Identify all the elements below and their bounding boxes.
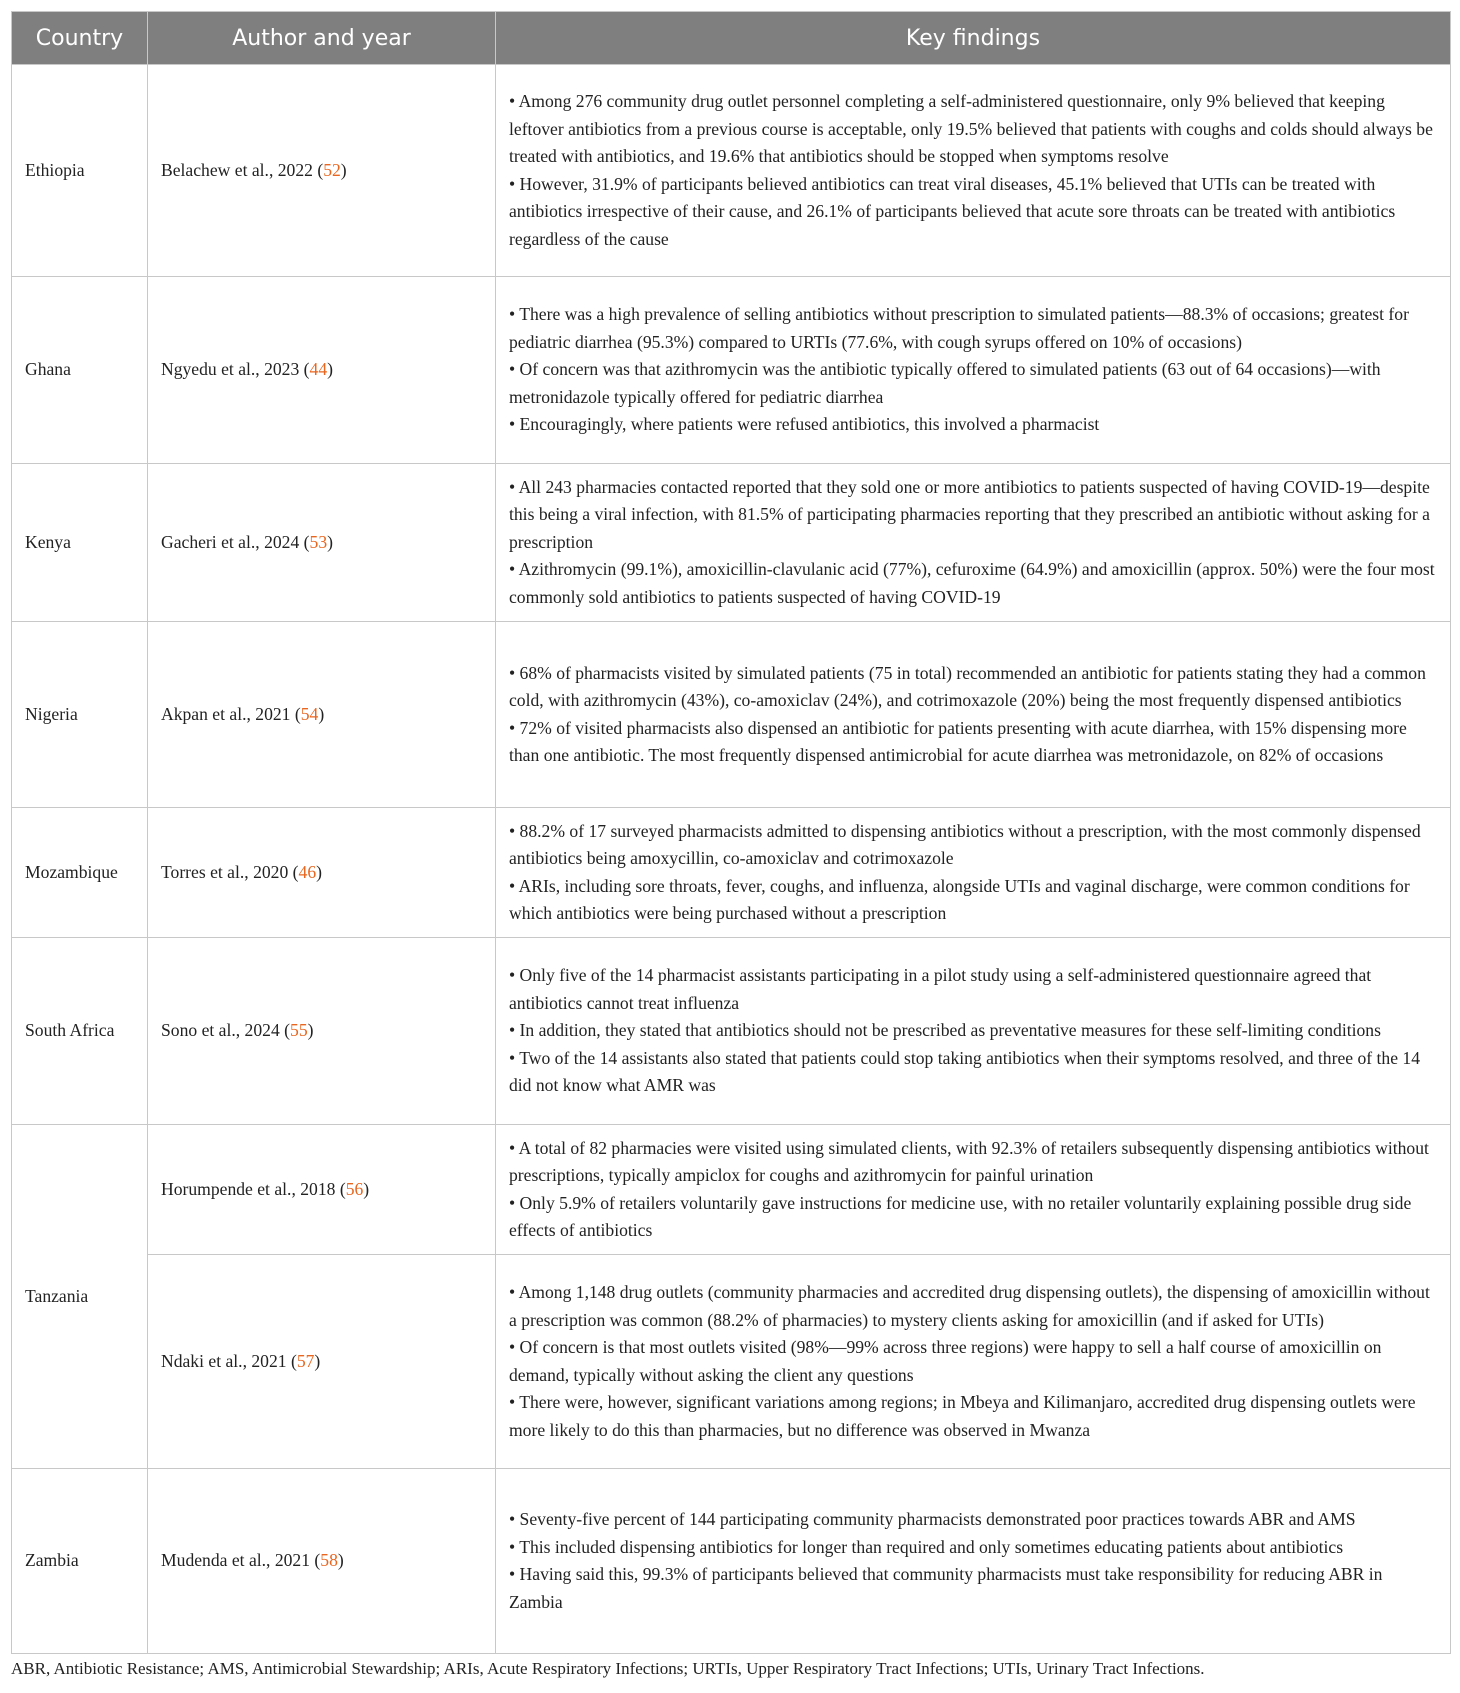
finding-bullet: • A total of 82 pharmacies were visited using simulated clients, with 92.3% of retailers subsequently dispensing antibiotics without prescriptions, typically ampiclox for coughs and azithromycin for painful urination bbox=[509, 1137, 1429, 1185]
reference-link[interactable]: 58 bbox=[320, 1550, 338, 1571]
finding-bullet: • Of concern is that most outlets visited (98%—99% across three regions) were happy to sell a half course of amoxicillin on demand, typically without asking the client any questions bbox=[509, 1337, 1382, 1385]
finding-bullet: • There were, however, significant variations among regions; in Mbeya and Kilimanjaro, accredited drug dispensing outlets were more likely to do this than pharmacies, but no difference was observed in Mwanza bbox=[509, 1392, 1416, 1440]
country-cell: South Africa bbox=[12, 938, 148, 1125]
author-text: Horumpende et al., 2018 ( bbox=[161, 1178, 346, 1199]
table-header-row bbox=[12, 12, 1451, 65]
finding-bullet: • All 243 pharmacies contacted reported that they sold one or more antibiotics to patients suspected of having COVID-19—despite this being a viral infection, with 81.5% of participating pharmacies reporting that they prescribed an antibiotic without asking for a prescription bbox=[509, 476, 1430, 552]
finding-bullet: • Among 1,148 drug outlets (community pharmacies and accredited drug dispensing outlets), the dispensing of amoxicillin without a prescription was common (88.2% of pharmacies) to mystery clients asking for amoxicillin (and if asked for UTIs) bbox=[509, 1282, 1430, 1330]
key-findings-cell bbox=[496, 1125, 1451, 1255]
finding-bullet: • Encouragingly, where patients were refused antibiotics, this involved a pharmacist bbox=[509, 414, 1100, 435]
table-row bbox=[12, 622, 1451, 808]
table-row bbox=[12, 808, 1451, 938]
header-country: Country bbox=[12, 12, 148, 65]
reference-link[interactable]: 55 bbox=[290, 1020, 308, 1041]
close-paren: ) bbox=[327, 359, 333, 380]
close-paren: ) bbox=[337, 1550, 344, 1571]
table-row bbox=[12, 938, 1451, 1125]
reference-link[interactable]: 54 bbox=[300, 703, 319, 724]
findings-table bbox=[11, 11, 1451, 1654]
close-paren: ) bbox=[363, 1178, 370, 1199]
finding-bullet: • ARIs, including sore throats, fever, coughs, and influenza, alongside UTIs and vaginal discharge, were common conditions for which antibiotics were being purchased without a prescription bbox=[509, 875, 1410, 923]
table-row bbox=[12, 277, 1451, 464]
author-year-cell bbox=[148, 1125, 496, 1255]
finding-bullet: • Only five of the 14 pharmacist assistants participating in a pilot study using a self-administered questionnaire agreed that antibiotics cannot treat influenza bbox=[509, 965, 1372, 1013]
country-cell: Nigeria bbox=[12, 622, 148, 808]
reference-link[interactable]: 57 bbox=[296, 1350, 315, 1371]
author-year-cell bbox=[148, 1469, 496, 1654]
finding-bullet: • Seventy-five percent of 144 participating community pharmacists demonstrated poor practices towards ABR and AMS bbox=[509, 1509, 1356, 1529]
table-row bbox=[12, 1469, 1451, 1654]
finding-bullet: • Among 276 community drug outlet personnel completing a self-administered questionnaire, only 9% believed that keeping leftover antibiotics from a previous course is acceptable, only 19.5% believed that patients with coughs and colds should always be treated with antibiotics, and 19.6% that antibiotics should be stopped when symptoms resolve bbox=[509, 91, 1433, 166]
key-findings-cell bbox=[496, 1469, 1451, 1654]
author-year-cell bbox=[148, 464, 496, 622]
table-footnote: ABR, Antibiotic Resistance; AMS, Antimicrobial Stewardship; ARIs, Acute Respiratory Infections; URTIs, Upper Respiratory Tract Infections; UTIs, Urinary Tract Infections. bbox=[11, 1659, 1205, 1678]
country-cell: Ethiopia bbox=[12, 65, 148, 277]
key-findings-cell bbox=[496, 808, 1451, 938]
table-row bbox=[12, 65, 1451, 277]
key-findings-cell bbox=[496, 65, 1451, 277]
close-paren: ) bbox=[307, 1020, 314, 1041]
country-cell: Mozambique bbox=[12, 808, 148, 938]
country-cell: Zambia bbox=[12, 1469, 148, 1654]
finding-bullet: • Having said this, 99.3% of participants believed that community pharmacists must take responsibility for reducing ABR in Zambia bbox=[509, 1564, 1383, 1612]
reference-link[interactable]: 46 bbox=[298, 861, 317, 882]
finding-bullet: • 72% of visited pharmacists also dispensed an antibiotic for patients presenting with acute diarrhea, with 15% dispensing more than one antibiotic. The most frequently dispensed antimicrobial for acute diarrhea was metronidazole, on 82% of occasions bbox=[509, 717, 1407, 765]
key-findings-cell bbox=[496, 464, 1451, 622]
country-cell: Ghana bbox=[12, 277, 148, 464]
finding-bullet: • Only 5.9% of retailers voluntarily gave instructions for medicine use, with no retailer voluntarily explaining possible drug side effects of antibiotics bbox=[509, 1192, 1412, 1240]
reference-link[interactable]: 52 bbox=[323, 159, 341, 180]
table-row bbox=[12, 1255, 1451, 1469]
author-text: Akpan et al., 2021 ( bbox=[161, 703, 301, 724]
key-findings-cell bbox=[496, 622, 1451, 808]
reference-link[interactable]: 53 bbox=[309, 531, 328, 552]
author-year-cell bbox=[148, 938, 496, 1125]
finding-bullet: • Two of the 14 assistants also stated that patients could stop taking antibiotics when their symptoms resolved, and three of the 14 did not know what AMR was bbox=[509, 1047, 1421, 1096]
close-paren: ) bbox=[340, 159, 347, 180]
author-text: Belachew et al., 2022 ( bbox=[161, 159, 324, 180]
author-text: Ngyedu et al., 2023 ( bbox=[161, 359, 310, 380]
finding-bullet: • There was a high prevalence of selling antibiotics without prescription to simulated patients—88.3% of occasions; greatest for pediatric diarrhea (95.3%) compared to URTIs (77.6%, with cough syrups offered on 10% of occasions) bbox=[509, 304, 1409, 352]
header-key-findings: Key findings bbox=[496, 12, 1451, 65]
header-author-year: Author and year bbox=[148, 12, 496, 65]
close-paren: ) bbox=[327, 531, 333, 552]
key-findings-cell bbox=[496, 1255, 1451, 1469]
country-cell: Tanzania bbox=[12, 1125, 148, 1469]
finding-bullet: • However, 31.9% of participants believed antibiotics can treat viral diseases, 45.1% believed that UTIs can be treated with antibiotics irrespective of their cause, and 26.1% of participants believed that acute sore throats can be treated with antibiotics regardless of the cause bbox=[509, 173, 1396, 249]
close-paren: ) bbox=[316, 861, 322, 882]
close-paren: ) bbox=[314, 1350, 321, 1371]
author-year-cell bbox=[148, 622, 496, 808]
reference-link[interactable]: 56 bbox=[345, 1178, 364, 1199]
finding-bullet: • 88.2% of 17 surveyed pharmacists admitted to dispensing antibiotics without a prescription, with the most commonly dispensed antibiotics being amoxycillin, co-amoxiclav and cotrimoxazole bbox=[509, 820, 1421, 868]
author-year-cell bbox=[148, 808, 496, 938]
finding-bullet: • Azithromycin (99.1%), amoxicillin-clavulanic acid (77%), cefuroxime (64.9%) and amoxicillin (approx. 50%) were the four most commonly sold antibiotics to patients suspected of having COVID-19 bbox=[509, 559, 1435, 607]
author-year-cell bbox=[148, 1255, 496, 1469]
finding-bullet: • This included dispensing antibiotics for longer than required and only sometimes educating patients about antibiotics bbox=[509, 1536, 1344, 1557]
author-text: Gacheri et al., 2024 ( bbox=[161, 531, 310, 552]
finding-bullet: • 68% of pharmacists visited by simulated patients (75 in total) recommended an antibiotic for patients stating they had a common cold, with azithromycin (43%), co-amoxiclav (24%), and cotrimoxazole (20%) being the most frequently dispensed antibiotics bbox=[509, 662, 1426, 710]
table-row bbox=[12, 464, 1451, 622]
close-paren: ) bbox=[318, 703, 325, 724]
key-findings-cell bbox=[496, 277, 1451, 464]
author-text: Torres et al., 2020 ( bbox=[161, 861, 299, 882]
author-year-cell bbox=[148, 277, 496, 464]
key-findings-cell bbox=[496, 938, 1451, 1125]
author-text: Ndaki et al., 2021 ( bbox=[161, 1350, 297, 1371]
author-text: Mudenda et al., 2021 ( bbox=[161, 1550, 321, 1571]
table-row bbox=[12, 1125, 1451, 1255]
finding-bullet: • In addition, they stated that antibiotics should not be prescribed as preventative measures for these self-limiting conditions bbox=[509, 1020, 1381, 1041]
country-cell: Kenya bbox=[12, 464, 148, 622]
finding-bullet: • Of concern was that azithromycin was the antibiotic typically offered to simulated patients (63 out of 64 occasions)—with metronidazole typically offered for pediatric diarrhea bbox=[509, 359, 1381, 407]
author-year-cell bbox=[148, 65, 496, 277]
reference-link[interactable]: 44 bbox=[309, 359, 328, 380]
author-text: Sono et al., 2024 ( bbox=[161, 1020, 291, 1041]
